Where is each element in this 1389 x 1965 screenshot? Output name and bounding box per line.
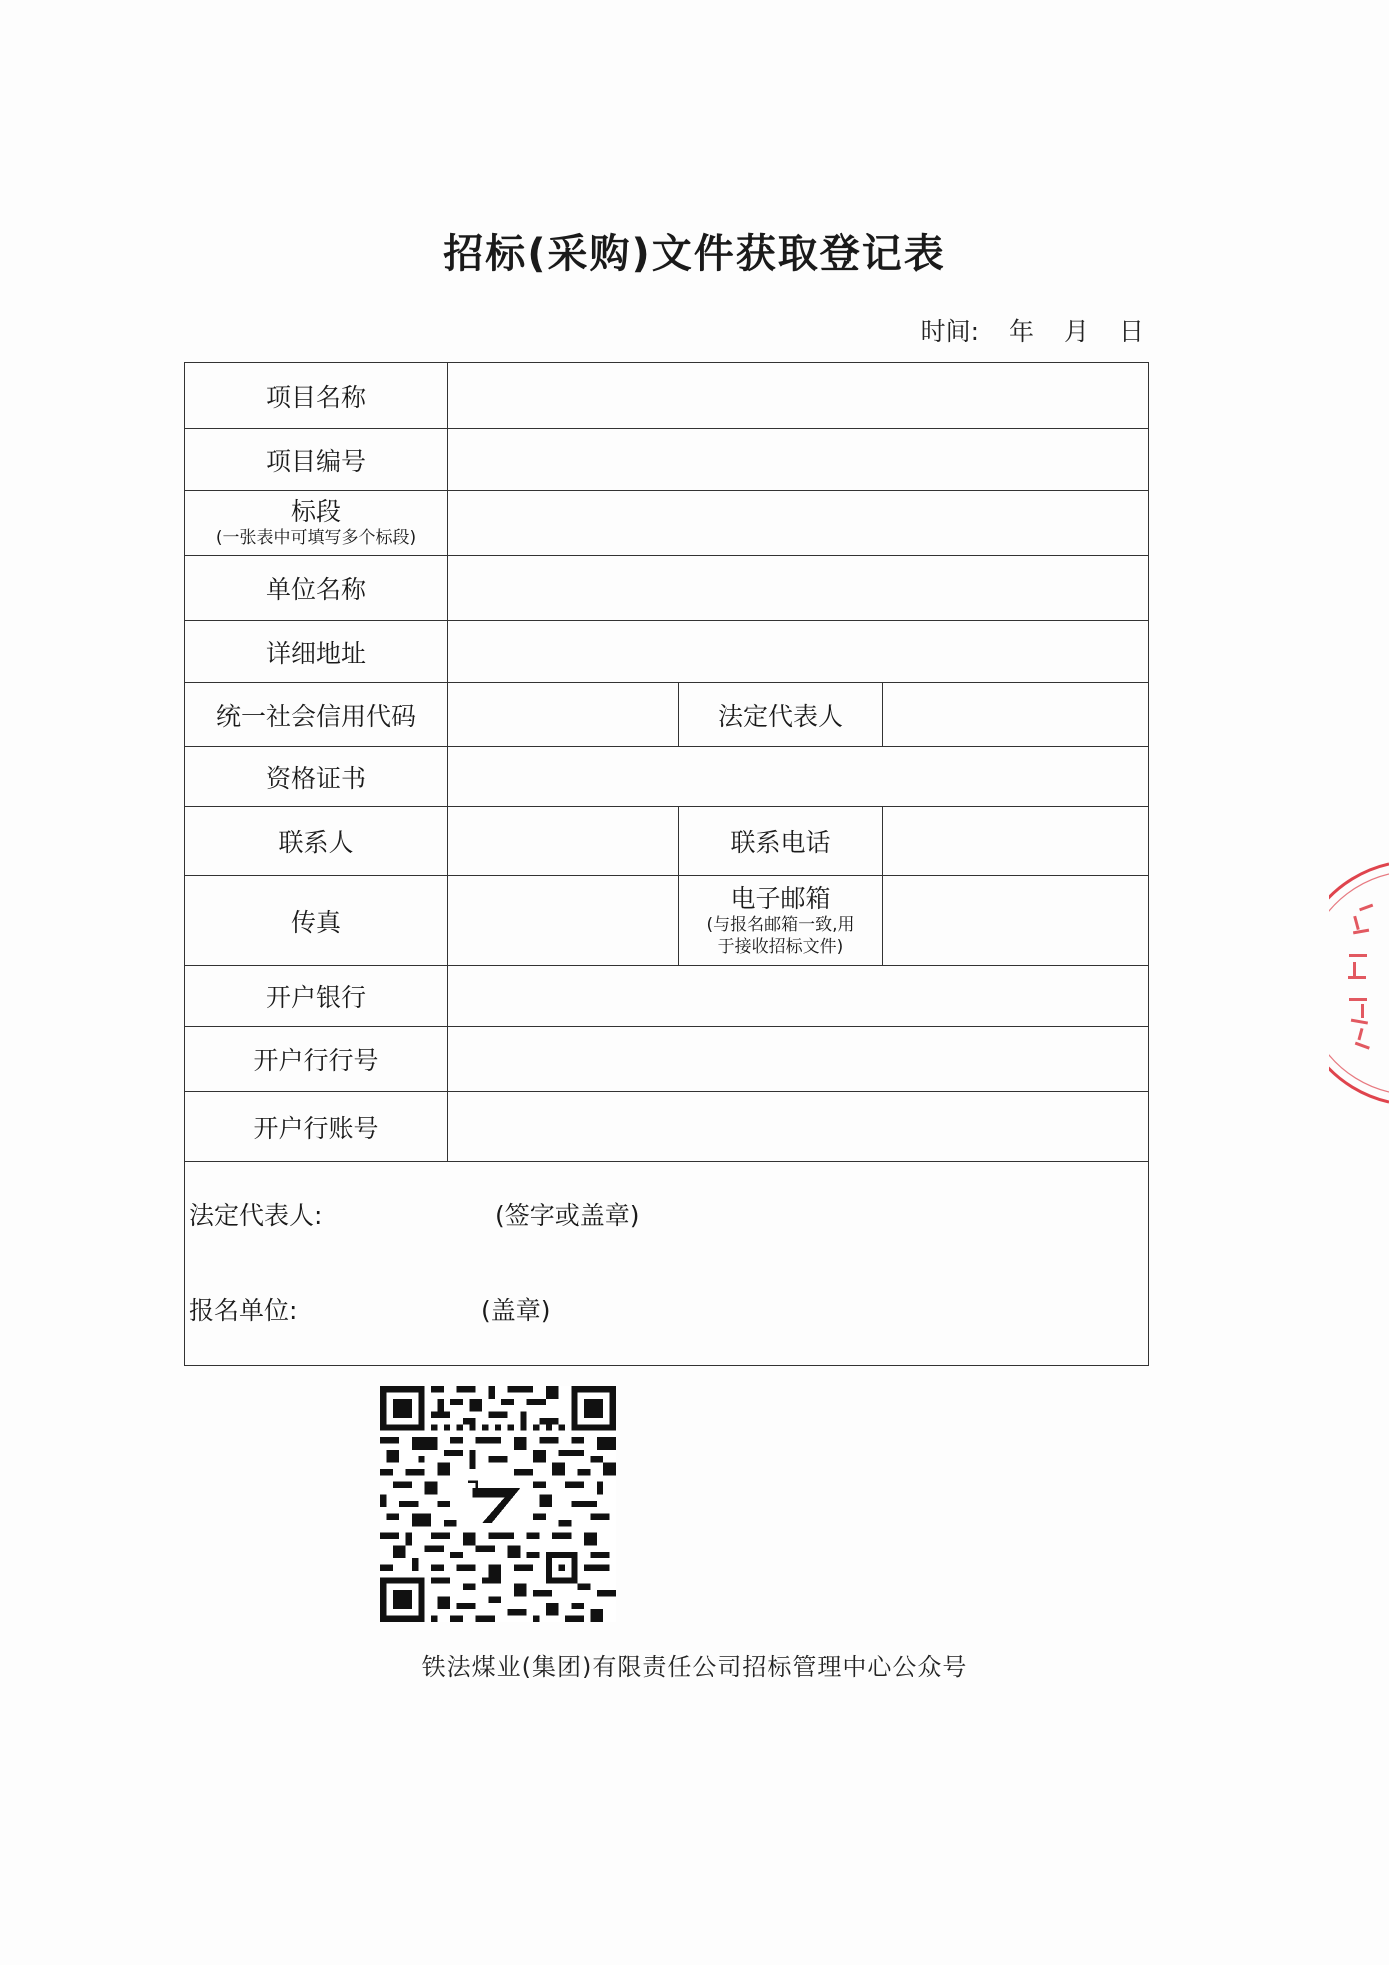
email-note-line1: (与报名邮箱一致,用 bbox=[706, 914, 855, 935]
unit-sign-note: (盖章) bbox=[481, 1296, 551, 1325]
label-bank-account: 开户行账号 bbox=[185, 1092, 448, 1162]
red-seal-stamp bbox=[1329, 858, 1389, 1108]
table-row bbox=[185, 429, 1149, 491]
legal-rep-sign-line bbox=[189, 1196, 640, 1232]
table-row bbox=[185, 363, 1149, 429]
field-project-name[interactable] bbox=[448, 363, 1149, 429]
label-bank-code: 开户行行号 bbox=[185, 1027, 448, 1092]
label-section bbox=[185, 491, 448, 556]
table-row bbox=[185, 1027, 1149, 1092]
label-bank: 开户银行 bbox=[185, 966, 448, 1027]
field-bank-code[interactable] bbox=[448, 1027, 1149, 1092]
field-bank[interactable] bbox=[448, 966, 1149, 1027]
field-section[interactable] bbox=[448, 491, 1149, 556]
label-legal-rep: 法定代表人 bbox=[679, 683, 883, 747]
legal-rep-sign-label: 法定代表人: bbox=[189, 1201, 323, 1230]
label-company-name: 单位名称 bbox=[185, 556, 448, 621]
table-row bbox=[185, 966, 1149, 1027]
email-label: 电子邮箱 bbox=[730, 883, 831, 913]
registration-table bbox=[184, 362, 1149, 1366]
section-note: (一张表中可填写多个标段) bbox=[215, 528, 417, 548]
field-email[interactable] bbox=[883, 876, 1149, 966]
signature-row bbox=[185, 1162, 1149, 1366]
legal-rep-sign-note: (签字或盖章) bbox=[495, 1201, 640, 1230]
label-email bbox=[679, 876, 883, 966]
label-address: 详细地址 bbox=[185, 621, 448, 683]
qr-caption: 铁法煤业(集团)有限责任公司招标管理中心公众号 bbox=[421, 1653, 968, 1681]
field-project-no[interactable] bbox=[448, 429, 1149, 491]
date-label: 时间: bbox=[920, 317, 980, 346]
table-row bbox=[185, 491, 1149, 556]
field-fax[interactable] bbox=[448, 876, 679, 966]
field-address[interactable] bbox=[448, 621, 1149, 683]
table-row bbox=[185, 747, 1149, 807]
table-row bbox=[185, 1092, 1149, 1162]
email-note-line2: 于接收招标文件) bbox=[717, 936, 844, 957]
field-qualification[interactable] bbox=[448, 747, 1149, 807]
field-contact[interactable] bbox=[448, 807, 679, 876]
label-contact: 联系人 bbox=[185, 807, 448, 876]
table-row bbox=[185, 556, 1149, 621]
unit-sign-line bbox=[189, 1291, 551, 1327]
qr-code-image bbox=[380, 1386, 616, 1622]
date-month: 月 bbox=[1064, 317, 1090, 346]
label-phone: 联系电话 bbox=[679, 807, 883, 876]
label-credit-code: 统一社会信用代码 bbox=[185, 683, 448, 747]
label-qualification: 资格证书 bbox=[185, 747, 448, 807]
table-row bbox=[185, 621, 1149, 683]
date-day: 日 bbox=[1118, 317, 1144, 346]
section-label: 标段 bbox=[290, 497, 341, 526]
table-row bbox=[185, 876, 1149, 966]
label-project-no: 项目编号 bbox=[185, 429, 448, 491]
label-project-name: 项目名称 bbox=[185, 363, 448, 429]
field-company-name[interactable] bbox=[448, 556, 1149, 621]
label-fax: 传真 bbox=[185, 876, 448, 966]
field-phone[interactable] bbox=[883, 807, 1149, 876]
date-year: 年 bbox=[1009, 317, 1035, 346]
signature-area[interactable] bbox=[185, 1162, 1149, 1366]
date-line bbox=[921, 312, 1144, 348]
table-row bbox=[185, 807, 1149, 876]
unit-sign-label: 报名单位: bbox=[189, 1296, 298, 1325]
field-legal-rep[interactable] bbox=[883, 683, 1149, 747]
form-title: 招标(采购)文件获取登记表 bbox=[443, 231, 946, 277]
field-credit-code[interactable] bbox=[448, 683, 679, 747]
field-bank-account[interactable] bbox=[448, 1092, 1149, 1162]
table-row bbox=[185, 683, 1149, 747]
